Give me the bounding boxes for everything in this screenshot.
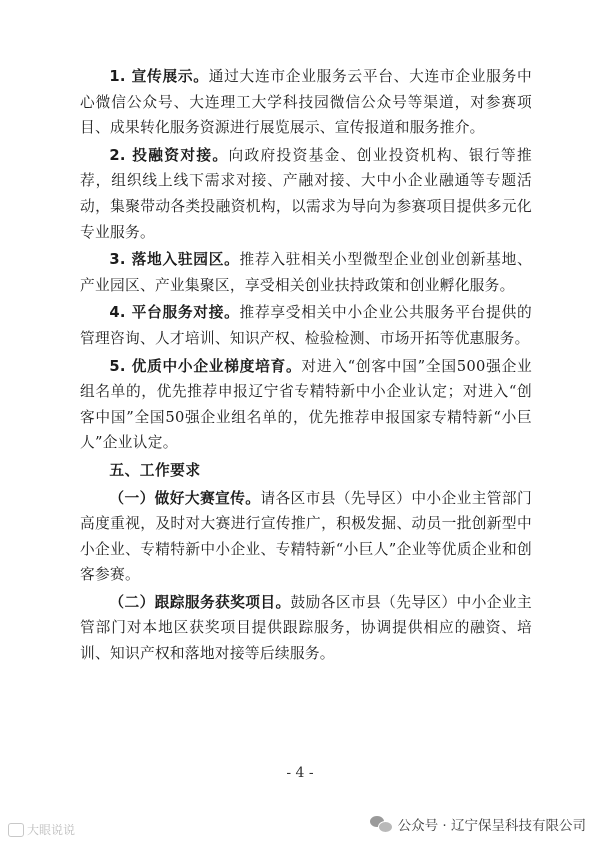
- watermark-text: 大眼说说: [27, 823, 76, 837]
- paragraph-3: [80, 247, 532, 298]
- wechat-icon: [370, 815, 392, 833]
- watermark: [8, 821, 75, 838]
- paragraph-5-lead: 5. 优质中小企业梯度培育。: [109, 357, 302, 375]
- requirement-2-lead: （二）跟踪服务获奖项目。: [109, 593, 291, 611]
- attribution-text: 公众号 · 辽宁保呈科技有限公司: [397, 818, 586, 834]
- paragraph-4-lead: 4. 平台服务对接。: [109, 304, 240, 322]
- section-heading: 五、工作要求: [109, 461, 201, 479]
- paragraph-5-text: 对进入“创客中国”全国500强企业组名单的，优先推荐申报辽宁省专精特新中小企业认定；对进入“创客中国”全国50强企业组名单的，优先推荐申报国家专精特新“小巨人”企业认定。: [80, 357, 532, 452]
- paragraph-2-text: 向政府投资基金、创业投资机构、银行等推荐，组织线上线下需求对接、产融对接、大中小企业融通等专题活动，集聚带动各类投融资机构，以需求为导向为参赛项目提供多元化专业服务。: [80, 146, 532, 241]
- paragraph-1: [80, 64, 532, 141]
- paragraph-2-lead: 2. 投融资对接。: [109, 146, 229, 164]
- paragraph-3-lead: 3. 落地入驻园区。: [109, 251, 240, 269]
- requirement-1: [80, 486, 532, 588]
- paragraph-2: [80, 143, 532, 245]
- requirement-2-text: 鼓励各区市县（先导区）中小企业主管部门对本地区获奖项目提供跟踪服务，协调提供相应的融资、培训、知识产权和落地对接等后续服务。: [80, 593, 532, 663]
- document-body: [80, 64, 532, 669]
- requirement-2: [80, 590, 532, 667]
- paragraph-4-text: 推荐享受相关中小企业公共服务平台提供的管理咨询、人才培训、知识产权、检验检测、市场开拓等优惠服务。: [80, 304, 533, 347]
- requirement-1-text: 请各区市县（先导区）中小企业主管部门高度重视，及时对大赛进行宣传推广，积极发掘、动员一批创新型中小企业、专精特新中小企业、专精特新“小巨人”企业等优质企业和创客参赛。: [80, 489, 532, 584]
- requirement-1-lead: （一）做好大赛宣传。: [109, 489, 261, 507]
- account-attribution[interactable]: [370, 814, 586, 834]
- paragraph-5: [80, 354, 532, 456]
- paragraph-3-text: 推荐入驻相关小型微型企业创业创新基地、产业园区、产业集聚区，享受相关创业扶持政策和创业孵化服务。: [80, 251, 533, 294]
- paragraph-1-text: 通过大连市企业服务云平台、大连市企业服务中心微信公众号、大连理工大学科技园微信公众号等渠道，对参赛项目、成果转化服务资源进行展览展示、宣传报道和服务推介。: [80, 68, 532, 137]
- paragraph-4: [80, 300, 532, 351]
- page-number: - 4 -: [286, 765, 314, 781]
- paragraph-1-lead: 1. 宣传展示。: [109, 68, 209, 85]
- watermark-logo-icon: [8, 823, 24, 837]
- footer: [0, 808, 600, 848]
